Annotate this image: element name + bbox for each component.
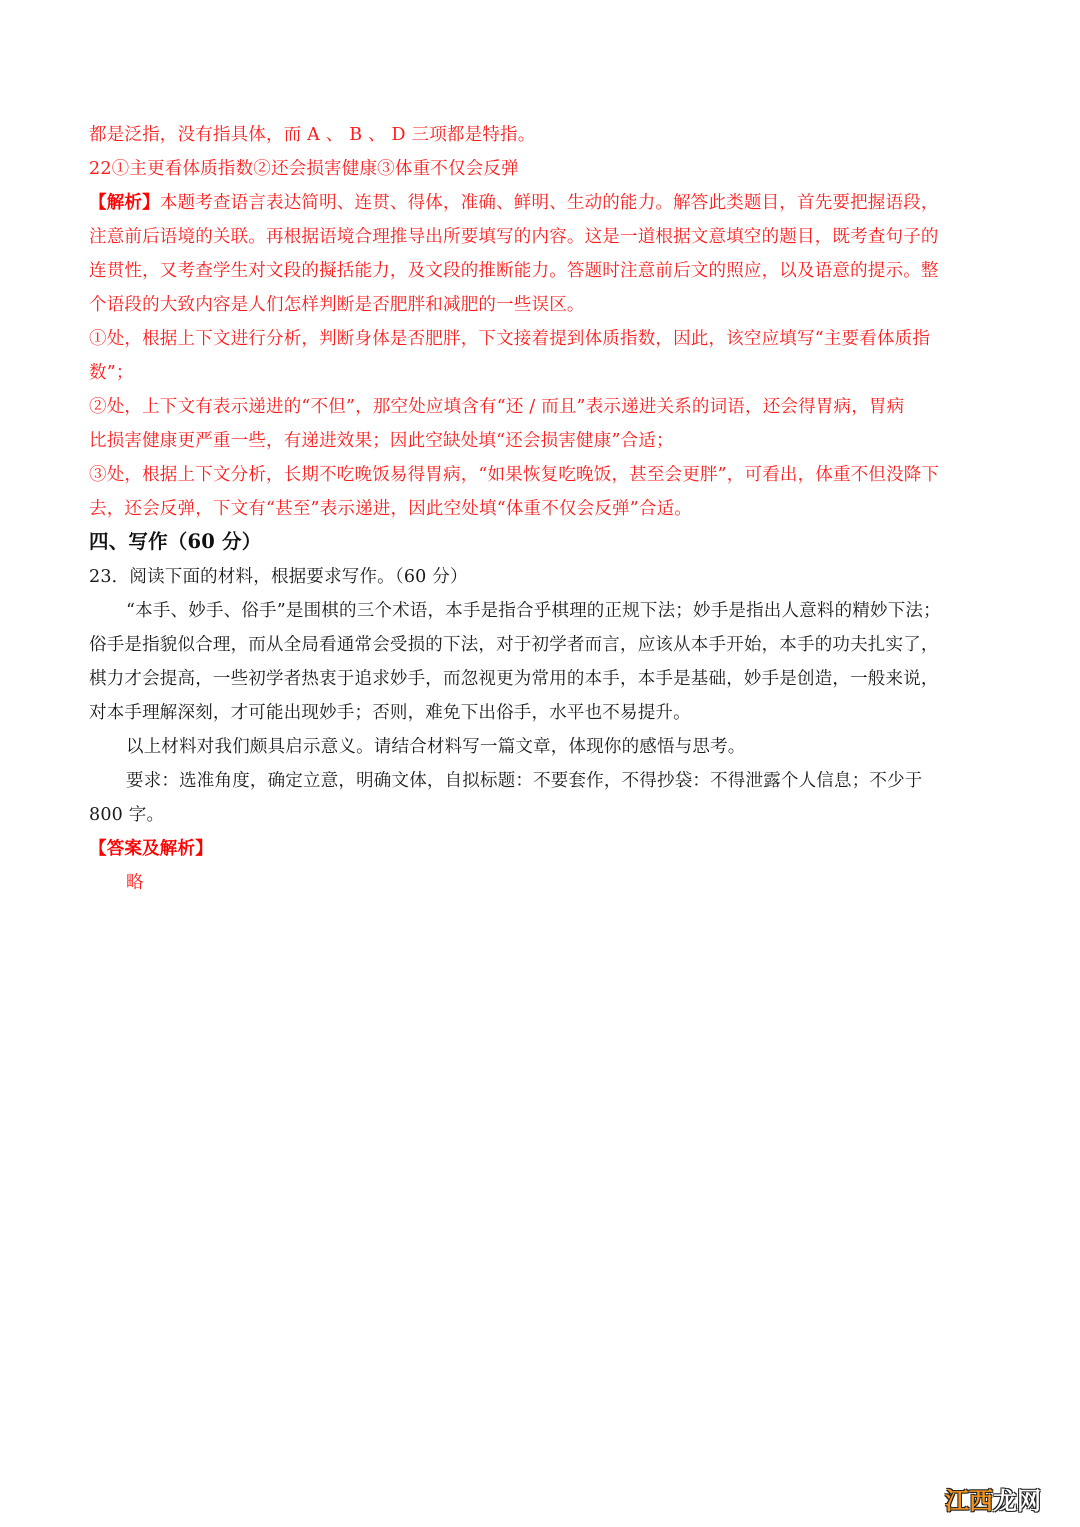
point-2-line-1: ②处，上下文有表示递进的“不但”，那空处应填含有“还 / 而且”表示递进关系的词语，还会得胃病，胃病 — [89, 397, 905, 417]
material-line-3: 棋力才会提高，一些初学者热衷于追求妙手，而忽视更为常用的本手，本手是基础，妙手是创造，一般来说， — [89, 669, 939, 689]
material-line-1: “本手、妙手、俗手”是围棋的三个术语，本手是指合乎棋理的正规下法；妙手是指出人意料的精妙下法； — [126, 601, 941, 621]
watermark-part-1: 江西 — [945, 1486, 993, 1515]
material-line-4: 对本手理解深刻，才可能出现妙手；否则，难免下出俗手，水平也不易提升。 — [89, 703, 691, 723]
answer-text: 略 — [126, 873, 144, 893]
analysis-line-1: 【解析】本题考查语言表达简明、连贯、得体，准确、鲜明、生动的能力。解答此类题目，首先要把握语段， — [89, 193, 939, 213]
point-1-line-1: ①处，根据上下文进行分析，判断身体是否肥胖，下文接着提到体质指数，因此，该空应填写“主要看体质指 — [89, 329, 931, 349]
answer-22: 22①主更看体质指数②还会损害健康③体重不仅会反弹 — [89, 159, 519, 179]
writing-heading: 四、写作（60 分） — [89, 530, 262, 553]
analysis-line-3: 连贯性，又考查学生对文段的擬括能力，及文段的推断能力。答题时注意前后文的照应，以及语意的提示。整 — [89, 261, 939, 281]
requirements-line-1: 要求：选准角度，确定立意，明确文体，自拟标题：不要套作，不得抄袋：不得泄露个人信息；不少于 — [126, 771, 923, 791]
requirements-line-2: 800 字。 — [89, 805, 165, 825]
point-1-line-2: 数”； — [89, 363, 134, 383]
answer-tag: 【答案及解析】 — [89, 839, 213, 859]
analysis-line-2: 注意前后语境的关联。再根据语境合理推导出所要填写的内容。这是一道根据文意填空的题目，既考查句子的 — [89, 227, 939, 247]
point-3-line-2: 去，还会反弹，下文有“甚至”表示递进，因此空处填“体重不仅会反弹”合适。 — [89, 499, 692, 519]
answer-21-tail: 都是泛指，没有指具体，而 A 、 B 、 D 三项都是特指。 — [89, 125, 536, 145]
analysis-line-4: 个语段的大致内容是人们怎样判断是否肥胖和减肥的一些误区。 — [89, 295, 585, 315]
site-watermark-logo — [945, 1483, 1045, 1513]
point-3-line-1: ③处，根据上下文分析，长期不吃晚饭易得胃病，“如果恢复吃晚饭，甚至会更胖”，可看出，体重不但没降下 — [89, 465, 940, 485]
writing-prompt: 以上材料对我们颇具启示意义。请结合材料写一篇文章，体现你的感悟与思考。 — [126, 737, 746, 757]
analysis-tag: 【解析】 — [89, 193, 160, 213]
watermark-part-2: 龙网 — [993, 1486, 1041, 1515]
point-2-line-2: 比损害健康更严重一些，有递进效果；因此空缺处填“还会损害健康”合适； — [89, 431, 674, 451]
question-23: 23．阅读下面的材料，根据要求写作。（60 分） — [89, 567, 468, 587]
material-line-2: 俗手是指貌似合理，而从全局看通常会受损的下法，对于初学者而言，应该从本手开始，本手的功夫扎实了， — [89, 635, 939, 655]
